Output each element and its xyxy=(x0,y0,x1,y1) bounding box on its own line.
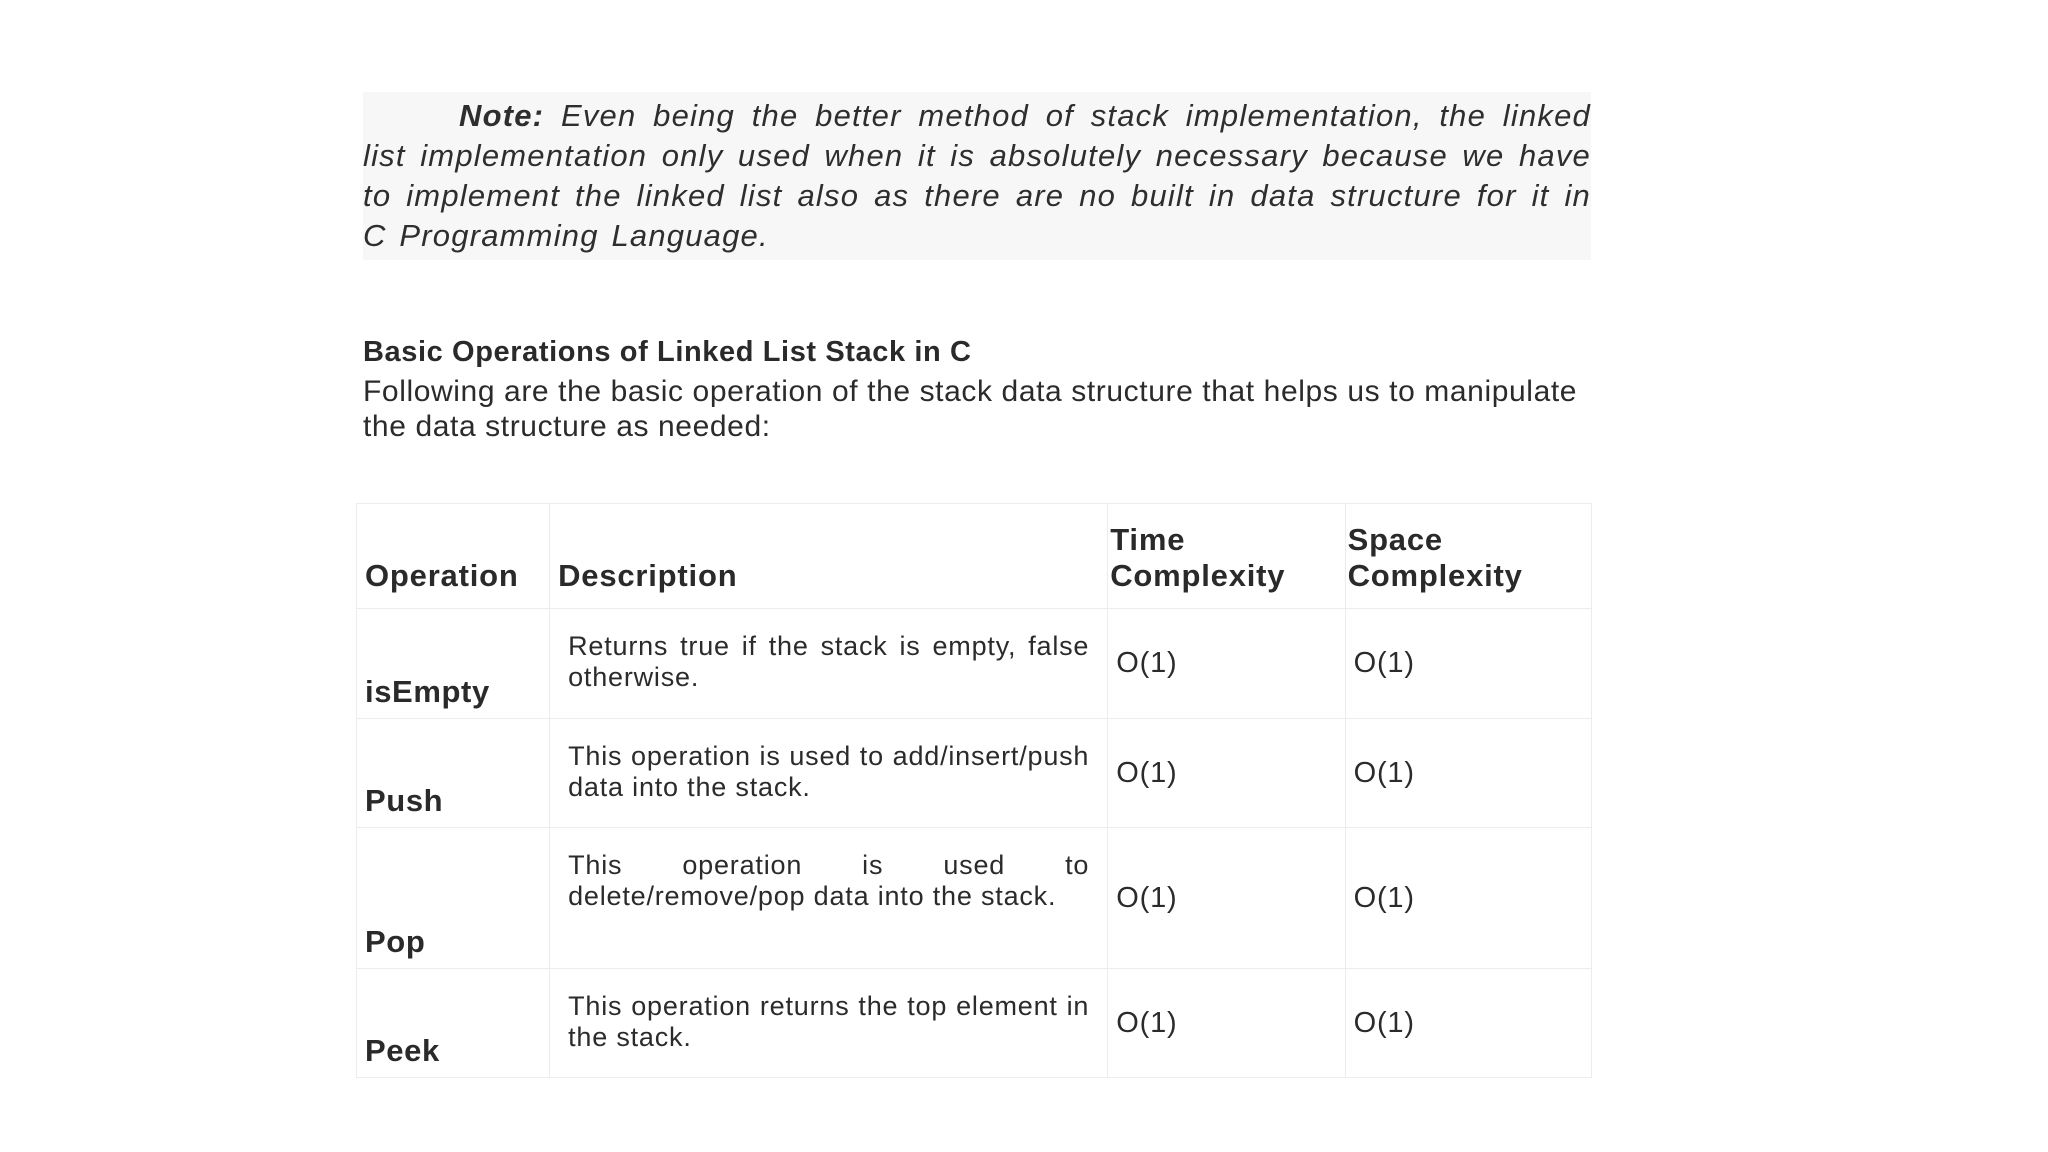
note-text: Even being the better method of stack implementation, the linked list implementation only used when it is absolutely necessary because we have to implement the linked list also as there are no built in data structure for it in C Programming Language. xyxy=(363,98,1591,253)
operation-cell: Pop xyxy=(357,828,550,969)
description-cell: Returns true if the stack is empty, false otherwise. xyxy=(550,609,1108,719)
space-complexity-cell: O(1) xyxy=(1345,609,1591,719)
time-complexity-cell: O(1) xyxy=(1108,719,1345,828)
table-row xyxy=(357,969,1592,1078)
note-label: Note: xyxy=(459,98,545,133)
header-space-complexity: Space Complexity xyxy=(1345,504,1591,609)
description-cell: This operation is used to add/insert/push data into the stack. xyxy=(550,719,1108,828)
space-complexity-cell: O(1) xyxy=(1345,828,1591,969)
operation-cell: isEmpty xyxy=(357,609,550,719)
operations-table xyxy=(356,503,1592,1078)
time-complexity-cell: O(1) xyxy=(1108,609,1345,719)
time-complexity-cell: O(1) xyxy=(1108,828,1345,969)
description-cell: This operation is used to delete/remove/pop data into the stack. xyxy=(550,828,1108,969)
header-operation: Operation xyxy=(357,504,550,609)
note-paragraph xyxy=(363,92,1591,260)
operation-cell: Push xyxy=(357,719,550,828)
table-header-row xyxy=(357,504,1592,609)
section-heading: Basic Operations of Linked List Stack in C xyxy=(363,336,972,368)
header-description: Description xyxy=(550,504,1108,609)
table-row xyxy=(357,719,1592,828)
table-row xyxy=(357,609,1592,719)
section-intro: Following are the basic operation of the stack data structure that helps us to manipulate the data structure as needed: xyxy=(363,375,1578,443)
table-row xyxy=(357,828,1592,969)
space-complexity-cell: O(1) xyxy=(1345,719,1591,828)
description-cell: This operation returns the top element in the stack. xyxy=(550,969,1108,1078)
space-complexity-cell: O(1) xyxy=(1345,969,1591,1078)
operation-cell: Peek xyxy=(357,969,550,1078)
header-time-complexity: Time Complexity xyxy=(1108,504,1345,609)
time-complexity-cell: O(1) xyxy=(1108,969,1345,1078)
